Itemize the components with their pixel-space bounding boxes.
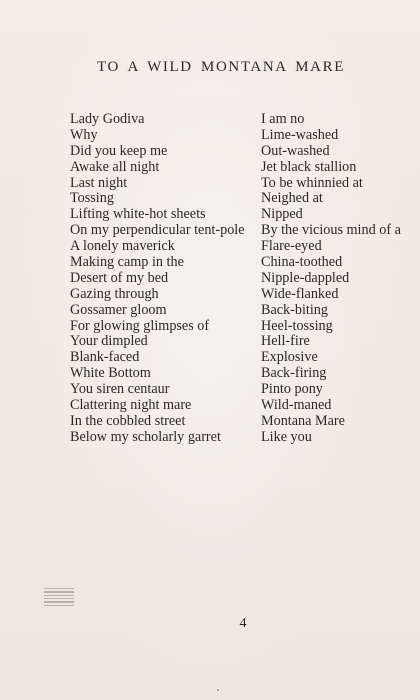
poem-line: Like you: [261, 428, 312, 445]
poem-line: Jet black stallion: [261, 158, 357, 175]
poem-line: Back-biting: [261, 301, 328, 318]
poem-left-column: [70, 112, 245, 446]
poem-line: Neighed at: [261, 190, 323, 207]
poem-line: Why: [70, 126, 98, 143]
poem-line: Montana Mare: [261, 412, 345, 429]
poem-line: Wild-maned: [261, 397, 332, 414]
poem-line: Explosive: [261, 349, 318, 366]
poem-line: Awake all night: [70, 158, 160, 175]
poem-line: Hell-fire: [261, 333, 310, 350]
poem-line: By the vicious mind of a: [261, 222, 401, 239]
poem-line: Heel-tossing: [261, 317, 333, 334]
poem-line: Flare-eyed: [261, 238, 322, 255]
poem-line: Nipple-dappled: [261, 269, 350, 286]
poem-line: White Bottom: [70, 365, 151, 382]
poem-line: In the cobbled street: [70, 412, 186, 429]
poem-line: Gossamer gloom: [70, 301, 167, 318]
poem-line: Lady Godiva: [70, 111, 145, 127]
poem-line: A lonely maverick: [70, 238, 175, 255]
poem-line: Back-firing: [261, 365, 327, 382]
poem-line: Out-washed: [261, 142, 330, 159]
poem-line: I am no: [261, 112, 305, 127]
poem-line: Tossing: [70, 190, 114, 207]
poem-line: Last night: [70, 174, 128, 191]
poem-line: For glowing glimpses of: [70, 317, 210, 334]
poem-line: Lifting white-hot sheets: [70, 206, 206, 223]
poem-line: China-toothed: [261, 254, 343, 271]
poem-line: To be whinnied at: [261, 174, 363, 191]
poem-line: Below my scholarly garret: [70, 428, 221, 445]
poem-line: Making camp in the: [70, 254, 184, 271]
paper-speck: [217, 689, 219, 691]
poem-line: Did you keep me: [70, 142, 168, 159]
poem-line: Clattering night mare: [70, 397, 192, 414]
poem-line: Wide-flanked: [261, 285, 339, 302]
poem-line: Pinto pony: [261, 381, 323, 398]
poem-line: On my perpendicular tent-pole: [70, 222, 245, 239]
poem-line: You siren centaur: [70, 381, 170, 398]
poem-line: Desert of my bed: [70, 269, 169, 286]
page-number: 4: [239, 616, 247, 631]
poem-line: Nipped: [261, 206, 303, 223]
poem-line: Gazing through: [70, 285, 159, 302]
poem-title: TO A WILD MONTANA MARE: [97, 59, 345, 75]
poem-right-column: [261, 112, 420, 446]
library-stamp-mark: [44, 588, 74, 606]
poem-line: Lime-washed: [261, 126, 339, 143]
poem-line: Blank-faced: [70, 349, 140, 366]
poem-line: Your dimpled: [70, 333, 148, 350]
